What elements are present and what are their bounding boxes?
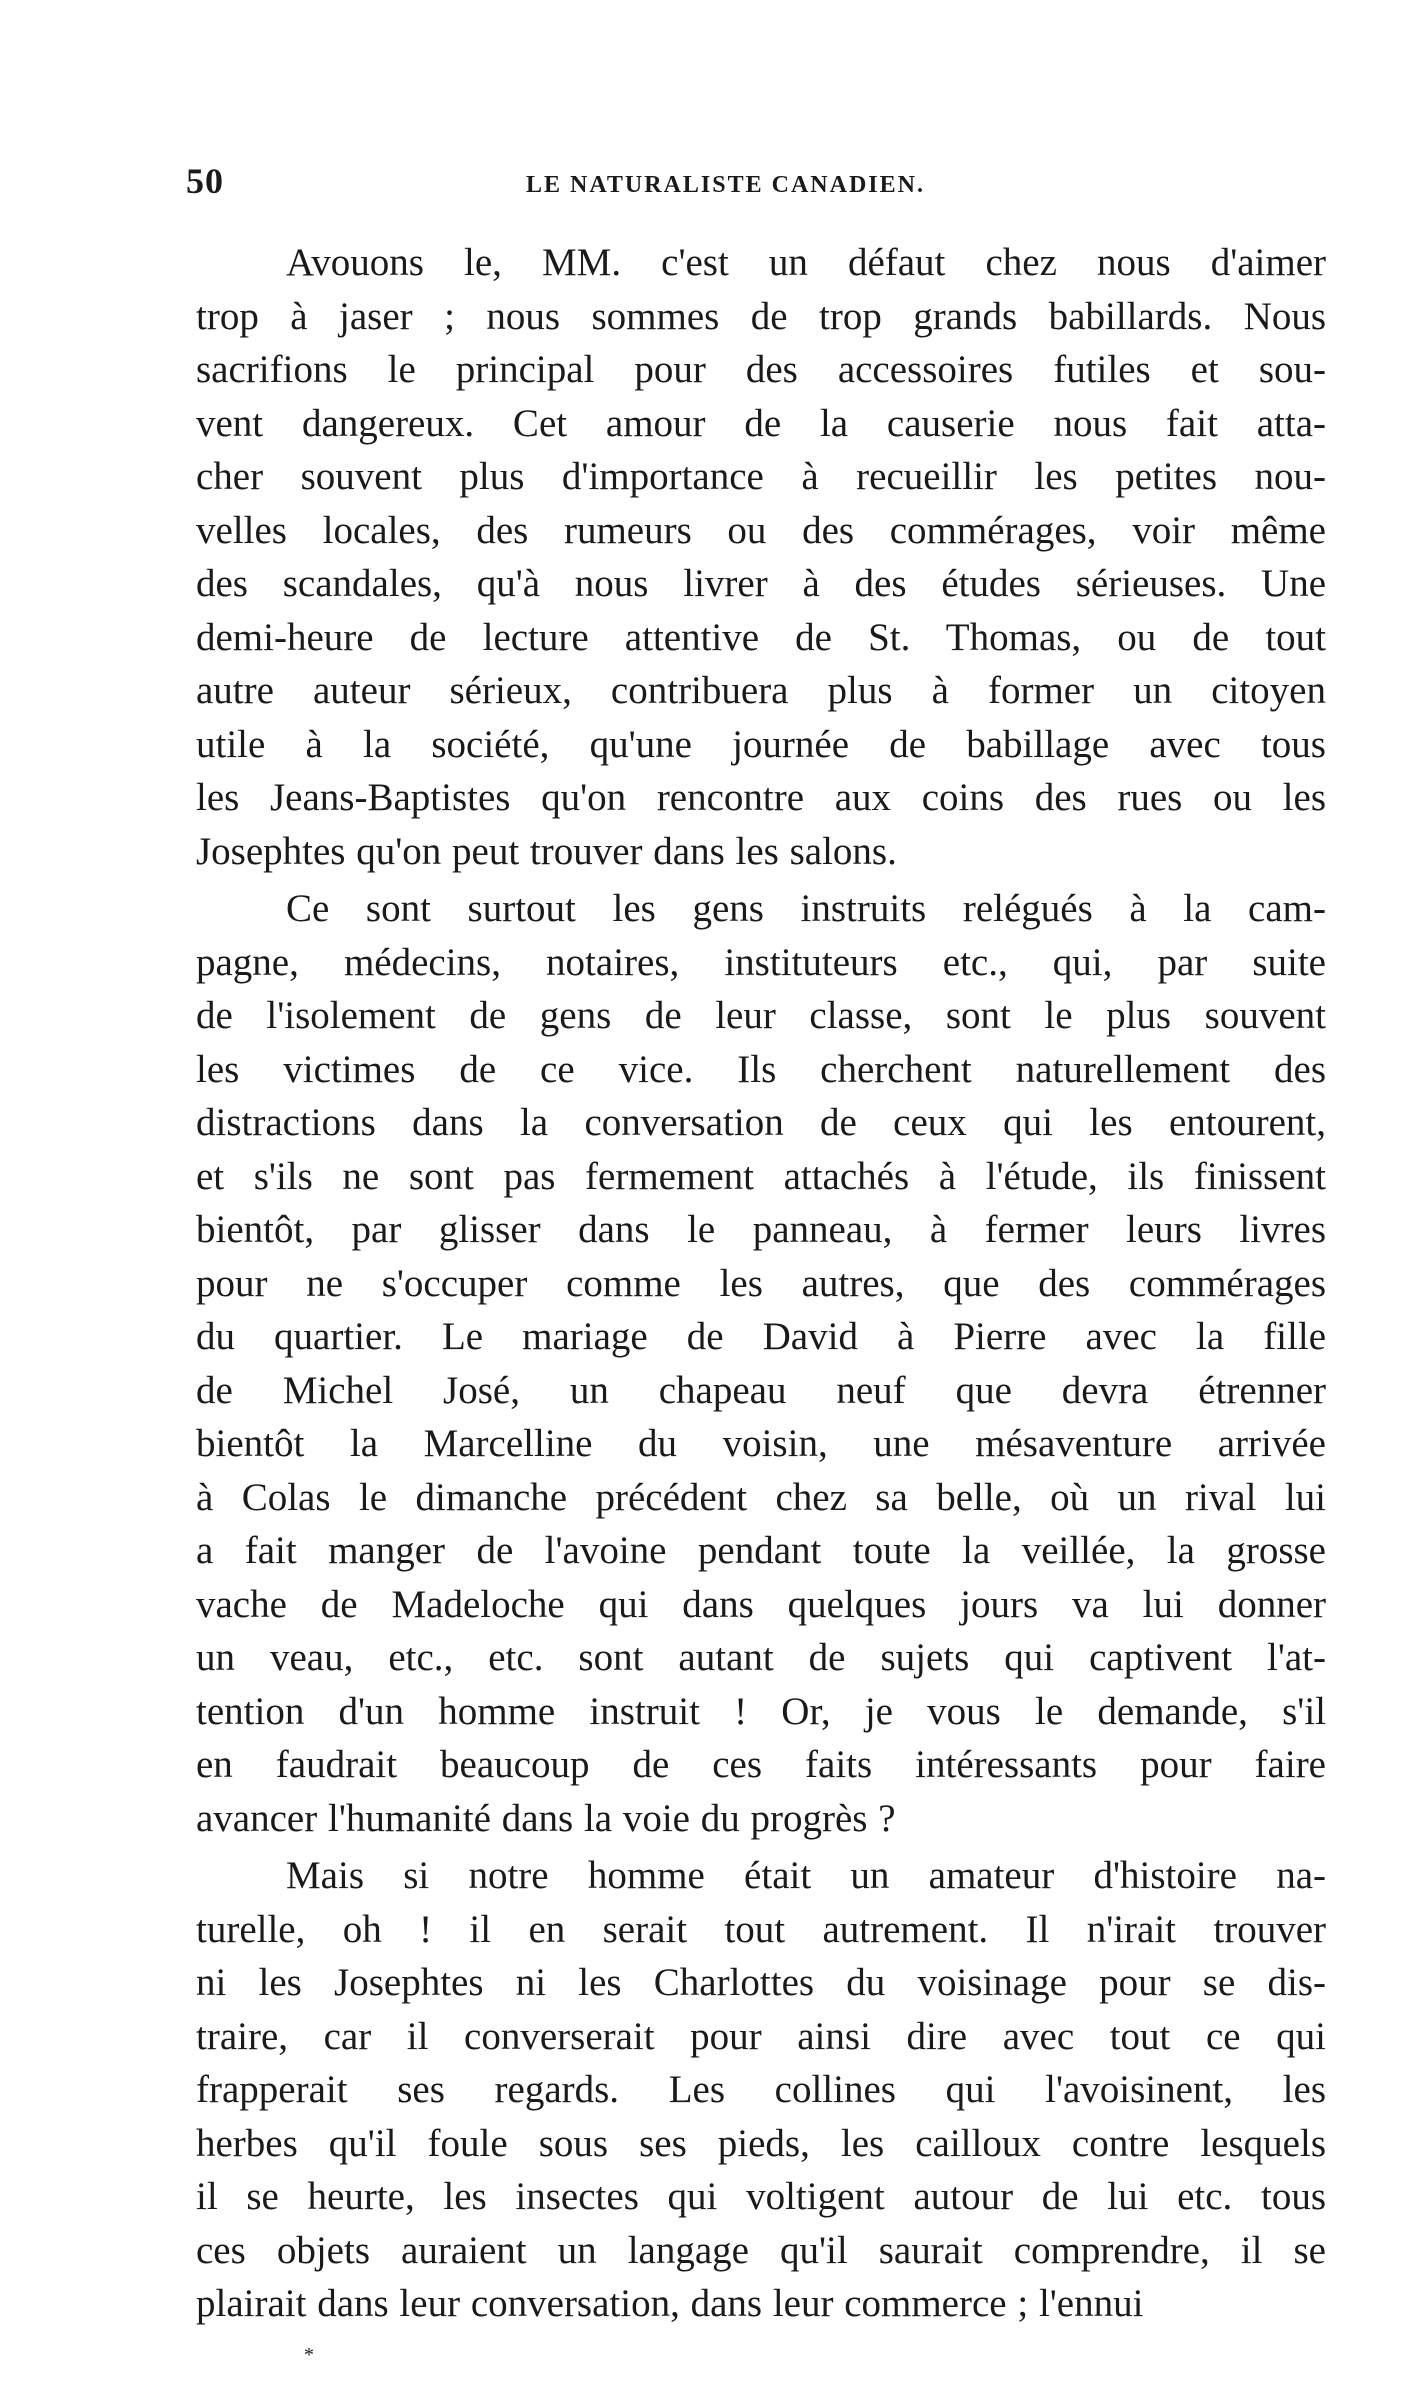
text-line: a fait manger de l'avoine pendant toute la veillée, la grosse [196, 1529, 1326, 1572]
text-line: traire, car il converserait pour ainsi dire avec tout ce qui [196, 2014, 1326, 2058]
text-line: autre auteur sérieux, contribuera plus à former un citoyen [196, 669, 1326, 712]
text-line: vache de Madeloche qui dans quelques jours va lui donner [196, 1582, 1326, 1626]
body-text [196, 236, 1326, 2331]
text-line: ces objets auraient un langage qu'il saurait comprendre, il se [196, 2228, 1326, 2272]
text-line: de Michel José, un chapeau neuf que devra étrenner [196, 1368, 1326, 1412]
text-line: pagne, médecins, notaires, instituteurs etc., qui, par suite [196, 940, 1326, 984]
page-header [186, 160, 1336, 210]
text-line: bientôt, par glisser dans le panneau, à fermer leurs livres [196, 1208, 1326, 1251]
text-line: Ce sont surtout les gens instruits relégués à la cam- [286, 887, 1326, 930]
text-line: turelle, oh ! il en serait tout autrement. Il n'irait trouver [196, 1907, 1326, 1951]
text-line: frapperait ses regards. Les collines qui l'avoisinent, les [196, 2068, 1326, 2111]
text-line: du quartier. Le mariage de David à Pierre avec la fille [196, 1315, 1326, 1358]
text-line: distractions dans la conversation de ceux qui les entourent, [196, 1101, 1326, 1144]
text-line: utile à la société, qu'une journée de babillage avec tous [196, 722, 1326, 766]
text-line: vent dangereux. Cet amour de la causerie nous fait atta- [196, 401, 1326, 445]
text-line: pour ne s'occuper comme les autres, que des commérages [196, 1261, 1326, 1305]
text-line: il se heurte, les insectes qui voltigent autour de lui etc. tous [196, 2175, 1326, 2218]
text-line: avancer l'humanité dans la voie du progrès ? [196, 1796, 896, 1840]
text-line: les Jeans-Baptistes qu'on rencontre aux coins des rues ou les [196, 776, 1326, 819]
text-line: les victimes de ce vice. Ils cherchent naturellement des [196, 1047, 1326, 1091]
text-line: velles locales, des rumeurs ou des commérages, voir même [196, 508, 1326, 552]
paragraph-1 [196, 236, 1326, 878]
text-line: Josephtes qu'on peut trouver dans les salons. [196, 829, 897, 873]
text-line: tention d'un homme instruit ! Or, je vous le demande, s'il [196, 1689, 1326, 1733]
text-line: à Colas le dimanche précédent chez sa belle, où un rival lui [196, 1475, 1326, 1519]
text-line: Avouons le, MM. c'est un défaut chez nous d'aimer [286, 241, 1326, 284]
text-line: herbes qu'il foule sous ses pieds, les cailloux contre lesquels [196, 2121, 1326, 2165]
footer-mark: * [304, 2344, 314, 2366]
text-line: des scandales, qu'à nous livrer à des études sérieuses. Une [196, 562, 1326, 605]
text-line: un veau, etc., etc. sont autant de sujets qui captivent l'at- [196, 1636, 1326, 1679]
text-line: bientôt la Marcelline du voisin, une mésaventure arrivée [196, 1422, 1326, 1465]
text-line: trop à jaser ; nous sommes de trop grands babillards. Nous [196, 294, 1326, 338]
running-head: LE NATURALISTE CANADIEN. [526, 172, 925, 198]
text-line: cher souvent plus d'importance à recueillir les petites nou- [196, 455, 1326, 498]
text-line: de l'isolement de gens de leur classe, sont le plus souvent [196, 994, 1326, 1037]
paragraph-3 [196, 1849, 1326, 2331]
text-line: Mais si notre homme était un amateur d'histoire na- [286, 1854, 1326, 1897]
text-line: demi-heure de lecture attentive de St. Thomas, ou de tout [196, 615, 1326, 659]
text-line: ni les Josephtes ni les Charlottes du voisinage pour se dis- [196, 1961, 1326, 2004]
paragraph-2 [196, 882, 1326, 1845]
text-line: sacrifions le principal pour des accessoires futiles et sou- [196, 348, 1326, 391]
page-number: 50 [186, 161, 224, 201]
text-line: plairait dans leur conversation, dans leur commerce ; l'ennui [196, 2282, 1144, 2325]
text-line: en faudrait beaucoup de ces faits intéressants pour faire [196, 1743, 1326, 1786]
text-line: et s'ils ne sont pas fermement attachés à l'étude, ils finissent [196, 1154, 1326, 1198]
